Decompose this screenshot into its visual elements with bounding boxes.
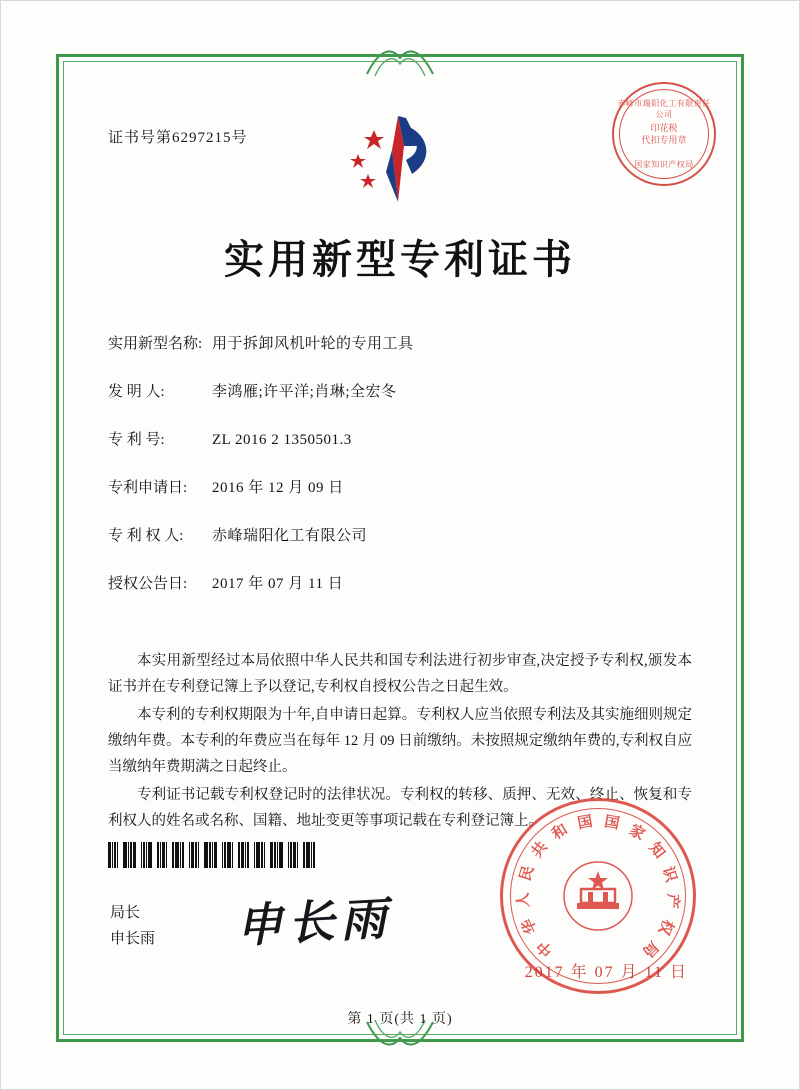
seal-date: 2017 年 07 月 11 日: [524, 964, 688, 981]
field-value: 2017 年 07 月 11 日: [212, 576, 344, 592]
page-footer: 第 1 页(共 1 页): [347, 1012, 453, 1027]
certificate-number: 证书号第6297215号: [108, 130, 248, 146]
top-flourish-ornament: [365, 44, 435, 80]
seal-ring-char: 产: [663, 892, 681, 909]
field-utility-model-name: [108, 332, 688, 353]
field-label: 授权公告日:: [108, 576, 188, 592]
field-label: 专利申请日:: [108, 480, 188, 496]
paragraph-3: 专利证书记载专利权登记时的法律状况。专利权的转移、质押、无效、终止、恢复和专利权人的姓名或名称、国籍、地址变更等事项记载在专利登记簿上。: [108, 787, 692, 829]
national-emblem-icon: [561, 859, 635, 933]
barcode: [108, 842, 318, 868]
seal-ring-char: 权: [654, 916, 676, 937]
seal-center-line1: 印花税: [650, 123, 678, 133]
field-value: 李鸿雁;许平洋;肖琳;全宏冬: [212, 384, 397, 400]
seal-arc-top-text: 赤峰市瑞阳化工有限责任公司: [617, 99, 711, 119]
field-patent-number: [108, 428, 688, 449]
field-value: 2016 年 12 月 09 日: [212, 480, 344, 496]
field-label: 专 利 权 人:: [108, 528, 184, 544]
seal-ring-char: 中: [534, 937, 557, 959]
tax-stamp-seal: [612, 82, 716, 186]
seal-arc-bottom-text: 国家知识产权局: [634, 160, 694, 169]
field-patentee: [108, 524, 688, 545]
seal-ring-char: 家: [626, 822, 648, 844]
director-name-label: 申长雨: [110, 931, 156, 947]
seal-ring-char: 识: [658, 864, 679, 885]
seal-ring-char: 知: [645, 839, 668, 862]
field-inventor: [108, 380, 688, 401]
field-label: 发 明 人:: [108, 384, 165, 400]
seal-center-line2: 代扣专用章: [641, 135, 687, 145]
field-application-date: [108, 476, 688, 497]
seal-ring-char: 华: [519, 915, 541, 937]
seal-ring-char: 和: [549, 821, 571, 844]
seal-ring-char: 局: [639, 937, 661, 960]
director-role-label: 局长: [110, 905, 141, 921]
field-value: 赤峰瑞阳化工有限公司: [212, 528, 368, 544]
seal-ring-char: 人: [515, 891, 533, 908]
field-label: 实用新型名称:: [108, 336, 203, 352]
agency-logo-icon: [336, 110, 456, 215]
field-grant-announcement-date: [108, 572, 688, 593]
paragraph-2: 本专利的专利权期限为十年,自申请日起算。专利权人应当依照专利法及其实施细则规定缴纳年费。本专利的年费应当在每年 12 月 09 日前缴纳。未按照规定缴纳年费的,专利权自应当缴纳年费期满之日起终止。: [108, 707, 692, 775]
seal-ring-char: 民: [517, 863, 538, 884]
field-label: 专 利 号:: [108, 432, 165, 448]
fields-list: [108, 332, 688, 620]
handwritten-signature: 申长雨: [234, 890, 394, 954]
page-title: 实用新型专利证书: [224, 237, 576, 282]
signature-block: [110, 900, 155, 952]
seal-center-text: [614, 122, 714, 146]
seal-ring-char: 国: [576, 813, 594, 833]
field-value: 用于拆卸风机叶轮的专用工具: [212, 336, 414, 352]
field-value: ZL 2016 2 1350501.3: [212, 432, 352, 448]
paragraph-1: 本实用新型经过本局依照中华人民共和国专利法进行初步审查,决定授予专利权,颁发本证书并在专利登记簿上予以登记,专利权自授权公告之日起生效。: [108, 653, 692, 695]
seal-ring-char: 国: [603, 814, 621, 833]
seal-ring-char: 共: [529, 839, 551, 861]
